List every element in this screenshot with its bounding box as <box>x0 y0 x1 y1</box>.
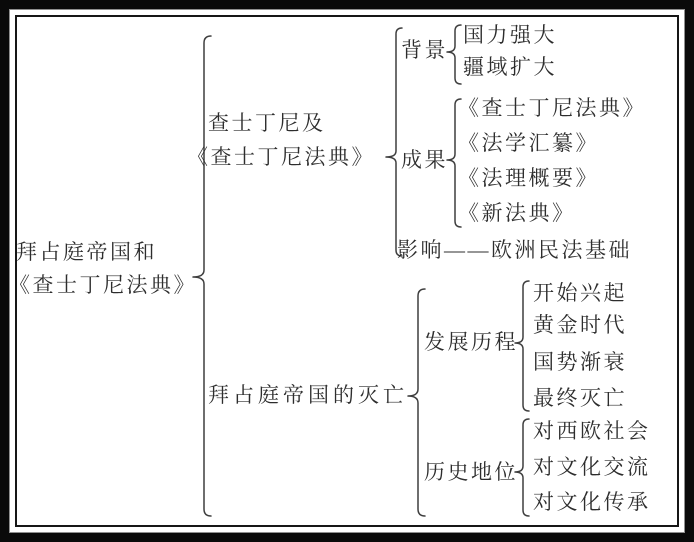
brace-branch2 <box>408 289 425 516</box>
achievements-item: 《法理概要》 <box>458 166 599 190</box>
development-item: 黄金时代 <box>533 313 627 337</box>
branch1-label-line1: 查士丁尼及 <box>208 111 326 135</box>
brace-branch1 <box>386 28 402 256</box>
brace-background <box>447 25 461 84</box>
status-item: 对文化传承 <box>533 490 651 514</box>
background-item: 国力强大 <box>463 23 557 47</box>
achievements-item: 《查士丁尼法典》 <box>458 96 646 120</box>
achievements-item: 《法学汇纂》 <box>458 131 599 155</box>
influence-label: 影响——欧洲民法基础 <box>397 238 632 262</box>
development-label: 发展历程 <box>424 330 518 354</box>
achievements-item: 《新法典》 <box>458 201 576 225</box>
background-item: 疆域扩大 <box>463 55 557 79</box>
root-label-line1: 拜占庭帝国和 <box>16 240 157 264</box>
development-item: 开始兴起 <box>533 281 627 305</box>
development-item: 最终灭亡 <box>533 386 627 410</box>
root-label-line2: 《查士丁尼法典》 <box>9 273 197 297</box>
development-item: 国势渐衰 <box>533 350 627 374</box>
branch2-label: 拜占庭帝国的灭亡 <box>208 383 408 407</box>
branch1-label-line2: 《查士丁尼法典》 <box>187 145 375 169</box>
status-item: 对文化交流 <box>533 455 651 479</box>
status-item: 对西欧社会 <box>533 419 651 443</box>
background-label: 背景 <box>401 38 448 62</box>
achievements-label: 成果 <box>401 148 448 172</box>
status-label: 历史地位 <box>424 460 518 484</box>
